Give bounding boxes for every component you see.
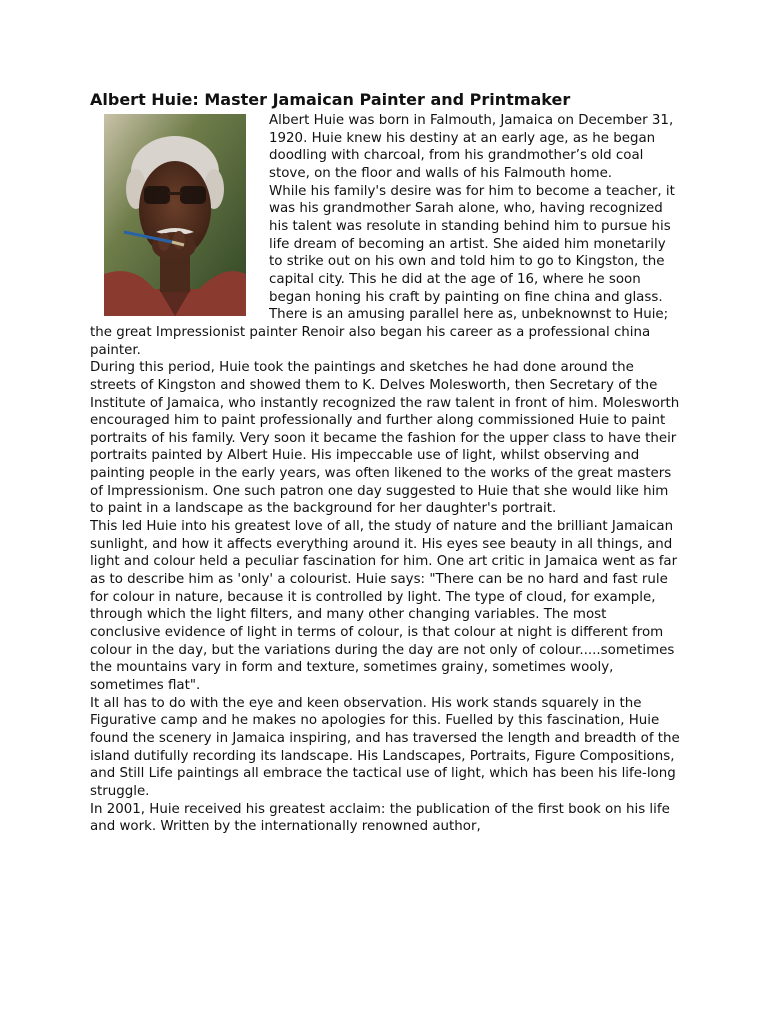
paragraph-3: During this period, Huie took the paintings and sketches he had done around the streets of Kingston and showed them to K. Delves Molesworth, then Secretary of the Institute of Jamaica, who instantly recognized the raw talent in front of him. Molesworth encouraged him to paint professionally and further along commissioned Huie to paint portraits of his family. Very soon it became the fashion for the upper class to have their portraits painted by Albert Huie. His impeccable use of light, whilst observing and painting people in the early years, was often likened to the works of the great masters of Impressionism. One such patron one day suggested to Huie that she would like him to paint in a landscape as the background for her daughter's portrait.: [90, 360, 680, 517]
document-page: [90, 90, 680, 836]
article-title: Albert Huie: Master Jamaican Painter and Printmaker: [90, 90, 571, 109]
portrait-photo-icon: [104, 114, 246, 316]
paragraph-6: In 2001, Huie received his greatest acclaim: the publication of the first book on his life and work. Written by the internationally renowned author,: [90, 801, 670, 835]
paragraph-2: While his family's desire was for him to become a teacher, it was his grandmother Sarah alone, who, having recognized his talent was resolute in standing behind him to pursue his life dream of becoming an artist. She aided him monetarily to strike out on his own and told him to go to Kingston, the capital city. This he did at the age of 16, where he soon began honing his craft by painting on fine china and glass. There is an amusing parallel here as, unbeknownst to Huie; the great Impressionist painter Renoir also began his career as a professional china painter.: [90, 183, 675, 358]
paragraph-5: It all has to do with the eye and keen observation. His work stands squarely in the Figurative camp and he makes no apologies for this. Fuelled by this fascination, Huie found the scenery in Jamaica inspiring, and has traversed the length and breadth of the island dutifully recording its landscape. His Landscapes, Portraits, Figure Compositions, and Still Life paintings all embrace the tactical use of light, which has been his life-long struggle.: [90, 695, 680, 799]
article-body: [90, 112, 680, 836]
paragraph-4: This led Huie into his greatest love of all, the study of nature and the brilliant Jamaican sunlight, and how it affects everything around it. His eyes see beauty in all things, and light and colour held a peculiar fascination for him. One art critic in Jamaica went as far as to describe him as 'only' a colourist. Huie says: "There can be no hard and fast rule for colour in nature, because it is controlled by light. The type of cloud, for example, through which the light filters, and many other changing variables. The most conclusive evidence of light in terms of colour, is that colour at night is different from colour in the day, but the variations during the day are not only of colour.....sometimes the mountains vary in form and texture, sometimes grainy, sometimes wooly, sometimes flat".: [90, 519, 678, 693]
paragraph-1: Albert Huie was born in Falmouth, Jamaica on December 31, 1920. Huie knew his destiny at an early age, as he began doodling with charcoal, from his grandmother’s old coal stove, on the floor and walls of his Falmouth home.: [269, 113, 674, 181]
